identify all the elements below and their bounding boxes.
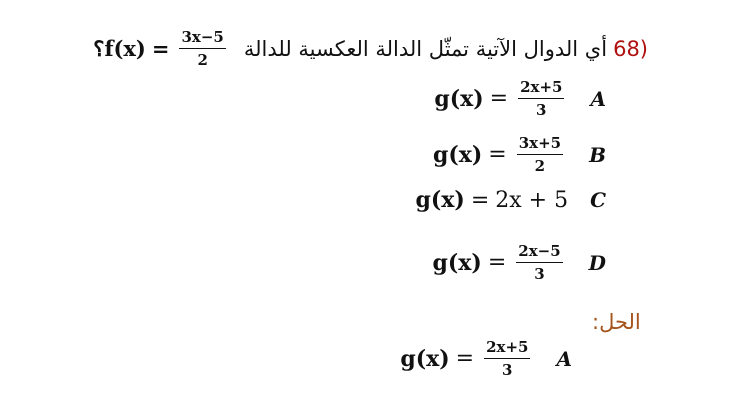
option-a-denominator: 3 xyxy=(536,101,547,119)
option-d xyxy=(433,242,607,283)
solution-numerator: 2x+5 xyxy=(484,338,530,359)
option-c xyxy=(415,187,606,213)
solution-lhs: g(x) xyxy=(400,345,450,372)
option-d-fraction xyxy=(516,242,562,283)
function-denominator: 2 xyxy=(197,51,208,69)
option-c-letter: C xyxy=(590,188,606,212)
option-a-letter: A xyxy=(590,86,606,111)
option-c-lhs: g(x) xyxy=(415,187,465,213)
option-d-numerator: 2x−5 xyxy=(516,242,562,263)
option-b-fraction xyxy=(517,134,563,175)
option-d-lhs: g(x) xyxy=(432,249,482,276)
question-text: أي الدوال الآتية تمثّل الدالة العكسية للدالة xyxy=(243,36,608,61)
option-b-letter: B xyxy=(589,142,606,167)
option-d-denominator: 3 xyxy=(534,265,545,283)
option-b-equals: = xyxy=(488,142,507,167)
option-d-letter: D xyxy=(588,250,606,275)
solution-label: الحل: xyxy=(592,310,641,334)
function-fraction xyxy=(179,28,225,69)
question-mark: ؟ xyxy=(93,36,105,61)
option-c-equals: = xyxy=(470,187,490,213)
solution-denominator: 3 xyxy=(502,361,513,379)
solution-equals: = xyxy=(455,346,475,371)
function-numerator: 3x−5 xyxy=(179,28,225,49)
option-a-equals: = xyxy=(489,86,509,111)
option-b-lhs: g(x) xyxy=(432,141,483,168)
option-c-expression: 2x + 5 xyxy=(495,187,569,213)
option-d-equals: = xyxy=(487,250,507,275)
solution-answer xyxy=(400,338,572,379)
option-a xyxy=(434,78,606,119)
function-lhs: f(x) xyxy=(104,36,146,61)
question-number: 68) xyxy=(613,36,648,61)
solution-letter: A xyxy=(556,346,572,371)
option-b-numerator: 3x+5 xyxy=(517,134,563,155)
question-function xyxy=(93,28,230,69)
option-b xyxy=(433,134,606,175)
option-a-fraction xyxy=(518,78,564,119)
option-a-numerator: 2x+5 xyxy=(518,78,564,99)
function-equals: = xyxy=(151,36,170,61)
question-line xyxy=(93,28,648,69)
solution-fraction xyxy=(484,338,530,379)
option-a-lhs: g(x) xyxy=(434,85,484,112)
option-b-denominator: 2 xyxy=(534,157,546,175)
